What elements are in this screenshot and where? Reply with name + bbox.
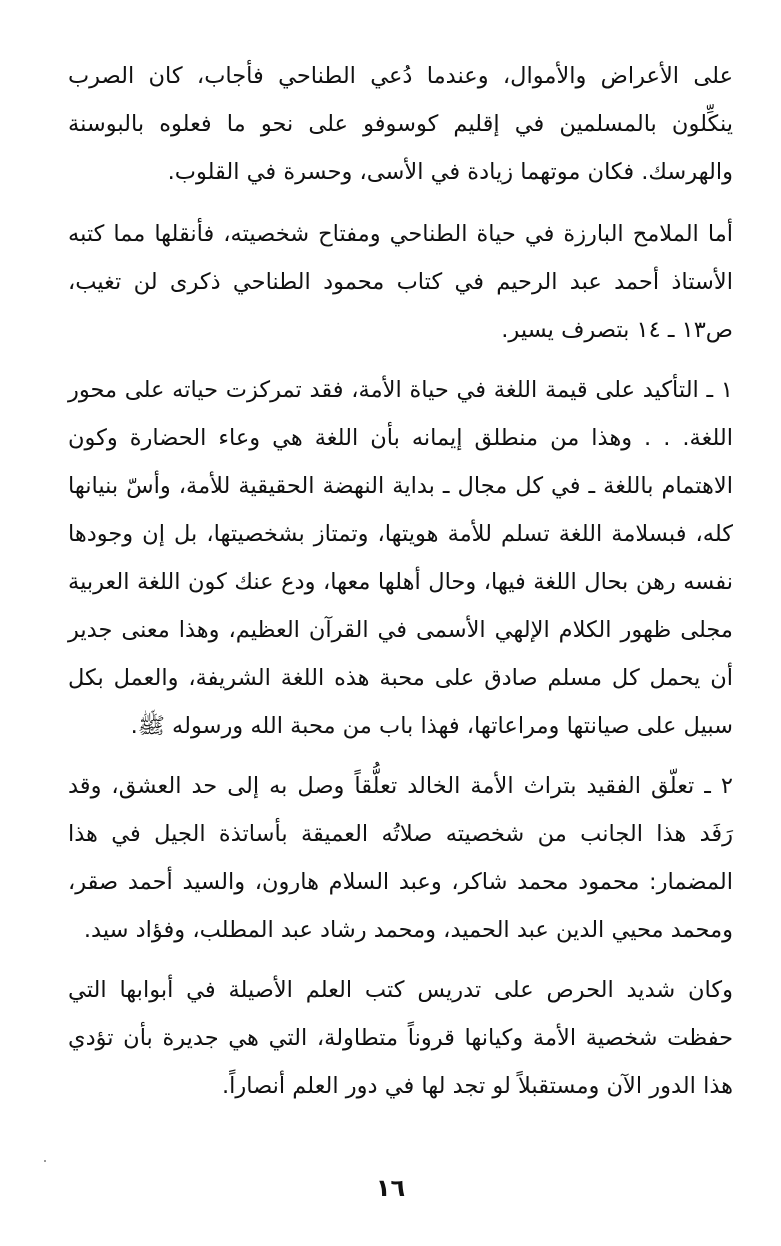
- paragraph-2: أما الملامح البارزة في حياة الطناحي ومفتاح شخصيته، فأنقلها مما كتبه الأستاذ أحمد عبد الرحيم في كتاب محمود الطناحي ذكرى لن تغيب، ص١٣ ـ ١٤ بتصرف يسير.: [68, 221, 733, 343]
- paragraph-4: ٢ ـ تعلّق الفقيد بتراث الأمة الخالد تعلُّقاً وصل به إلى حد العشق، وقد رَفَد هذا الجانب من شخصيته صلاتُه العميقة بأساتذة الجيل في هذا المضمار: محمود محمد شاكر، وعبد السلام هارون، والسيد أحمد صقر، ومحمد محيي الدين عبد الحميد، ومحمد رشاد عبد المطلب، وفؤاد سيد.: [68, 773, 733, 943]
- page-number: ١٦: [375, 1174, 406, 1202]
- paragraph-3: ١ ـ التأكيد على قيمة اللغة في حياة الأمة، فقد تمركزت حياته على محور اللغة. . . وهذا من منطلق إيمانه بأن اللغة هي وعاء الحضارة وكون الاهتمام باللغة ـ في كل مجال ـ بداية النهضة الحقيقية للأمة، وأسّ بنيانها كله، فبسلامة اللغة تسلم للأمة هويتها، وتمتاز بشخصيتها، بل إن وجودها نفسه رهن بحال اللغة فيها، وحال أهلها معها، ودع عنك كون اللغة العربية مجلى ظهور الكلام الإلهي الأسمى في القرآن العظيم، وهذا معنى جدير أن يحمل كل مسلم صادق على محبة هذه اللغة الشريفة، والعمل بكل سبيل على صيانتها ومراعاتها، فهذا باب من محبة الله ورسوله ﷺ.: [68, 377, 733, 739]
- body-text: [68, 52, 733, 1110]
- scan-speck: [44, 1160, 46, 1162]
- paragraph-1: على الأعراض والأموال، وعندما دُعي الطناحي فأجاب، كان الصرب ينكِّلون بالمسلمين في إقليم كوسوفو على نحو ما فعلوه بالبوسنة والهرسك. فكان موتهما زيادة في الأسى، وحسرة في القلوب.: [68, 63, 733, 185]
- paragraph-5: وكان شديد الحرص على تدريس كتب العلم الأصيلة في أبوابها التي حفظت شخصية الأمة وكيانها قروناً متطاولة، التي هي جديرة بأن تؤدي هذا الدور الآن ومستقبلاً لو تجد لها في دور العلم أنصاراً.: [68, 977, 733, 1099]
